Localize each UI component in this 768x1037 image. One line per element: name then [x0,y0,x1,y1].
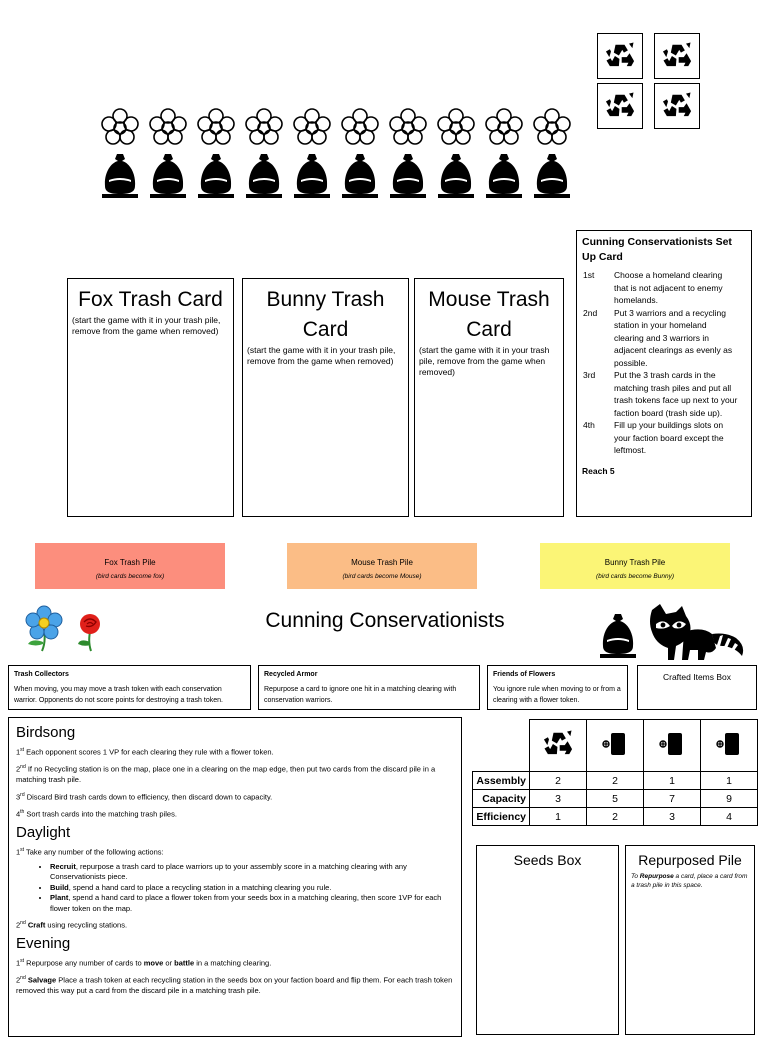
mouse-trash-card [414,278,564,517]
card-icon [701,720,758,772]
flower-outline-icon [530,104,574,150]
daylight-title: Daylight [16,823,71,841]
stat-value: 9 [701,790,758,808]
card-icon [644,720,701,772]
action-recruit: • Recruit, repurpose a trash card to place warriors up to your assembly score in a matching clearing with any Conservationists piece. [50,862,454,883]
faction-title: Cunning Conservationists [265,609,505,632]
trash-bag-icon [484,150,524,200]
action-plant: • Plant, spend a hand card to place a flower token from your seeds box in a matching clearing, then score 1VP for each flower token on the map. [50,893,454,914]
crafted-items-box: Crafted Items Box [637,665,757,710]
trash-bag-icon [100,150,140,200]
raccoon-icon [646,602,748,662]
setup-reach: Reach 5 [582,465,615,476]
stat-value: 2 [587,772,644,790]
card-note: (start the game with it in your trash pile, remove from the game when removed) [72,315,221,336]
pile-title: Mouse Trash Pile [351,558,413,567]
recycle-icon [597,33,643,79]
recycle-icon [654,83,700,129]
flower-outline-icon [98,104,142,150]
card-title: Bunny Trash Card [266,288,385,341]
setup-card [576,230,752,517]
ability-text: When moving, you may move a trash token with each conservation warrior. Opponents do not score points for destroying a trash token. [14,686,223,704]
fox-trash-pile [35,543,225,589]
recycled-armor-ability [258,665,480,710]
efficiency-row [473,808,758,826]
turn-structure [8,717,462,1037]
evening-step: 1st Repurpose any number of cards to move or battle in a matching clearing. [16,958,272,968]
red-rose-icon [72,612,108,652]
trash-bag-icon [196,150,236,200]
setup-title: Cunning Conservationists Set Up Card [582,236,732,263]
setup-step: 1st Choose a homeland clearing that is not adjacent to enemy homelands. [583,270,723,305]
trash-bag-icon [340,150,380,200]
flower-outline-icon [290,104,334,150]
flower-outline-icon [386,104,430,150]
ability-title: Recycled Armor [264,671,318,678]
evening-step: 2nd Salvage Place a trash token at each recycling station in the seeds box on your faction board and flip them. For each trash token removed this way put a card from the discard pile in a matching trash pile. [16,975,453,995]
flower-outline-icon [482,104,526,150]
birdsong-step: 2nd If no Recycling station is on the map, place one in a clearing on the map edge, then put two cards from the discard pile in a matching trash pile. [16,764,436,784]
stat-value: 2 [530,772,587,790]
bunny-trash-card [242,278,409,517]
card-title: Fox Trash Card [78,288,223,311]
stat-value: 3 [530,790,587,808]
mouse-trash-pile [287,543,477,589]
birdsong-step: 1st Each opponent scores 1 VP for each clearing they rule with a flower token. [16,747,274,757]
card-title: Mouse Trash Card [428,288,550,341]
row-label: Assembly [473,772,530,790]
recycle-icon [597,83,643,129]
flower-outline-icon [194,104,238,150]
card-note: (start the game with it in your trash pile, remove from the game when removed) [419,345,550,377]
stat-value: 1 [530,808,587,826]
setup-step: 3rd Put the 3 trash cards in the matching trash piles and put all trash tokens face up next to your faction board (trash side up). [583,370,738,418]
flower-outline-icon [146,104,190,150]
setup-step: 2nd Put 3 warriors and a recycling station in your homeland clearing and 3 warriors in adjacent clearings as evenly as possible. [583,307,733,368]
stat-value: 5 [587,790,644,808]
stat-value: 1 [644,772,701,790]
row-label: Capacity [473,790,530,808]
trash-bag-icon [388,150,428,200]
action-build: • Build, spend a hand card to place a recycling station in a matching clearing you rule. [50,883,454,894]
building-track-table [472,719,758,826]
setup-step: 4th Fill up your buildings slots on your faction board except the leftmost. [583,420,724,455]
trash-bag-icon [244,150,284,200]
pile-subtitle: (bird cards become Bunny) [595,573,675,580]
birdsong-step: 3rd Discard Bird trash cards down to efficiency, then discard down to capacity. [16,791,273,801]
repurposed-note: To Repurpose a card, place a card from a trash pile in this space. [631,873,748,889]
flower-outline-icon [434,104,478,150]
flower-outline-icon [338,104,382,150]
trash-bag-icon [597,610,639,660]
capacity-row [473,790,758,808]
trash-bag-icon [292,150,332,200]
daylight-actions [16,862,454,915]
assembly-row [473,772,758,790]
birdsong-step: 4th Sort trash cards into the matching trash piles. [16,808,177,818]
ability-title: Trash Collectors [14,671,69,678]
blue-flower-icon [20,604,70,652]
card-icon [587,720,644,772]
pile-subtitle: (bird cards become Mouse) [342,573,422,580]
stat-value: 7 [644,790,701,808]
daylight-step: 1st Take any number of the following actions: [16,846,164,856]
fox-trash-card [67,278,234,517]
recycle-icon [654,33,700,79]
pile-title: Fox Trash Pile [104,558,156,567]
stat-value: 1 [701,772,758,790]
flower-outline-icon [242,104,286,150]
ability-text: You ignore rule when moving to or from a clearing with a flower token. [493,686,621,704]
daylight-step: 2nd Craft using recycling stations. [16,920,128,930]
friends-of-flowers-ability [487,665,628,710]
bunny-trash-pile [540,543,730,589]
birdsong-title: Birdsong [16,724,76,741]
trash-bag-icon [148,150,188,200]
trash-collectors-ability [8,665,251,710]
trash-bag-icon [436,150,476,200]
trash-bag-icon [532,150,572,200]
seeds-box: Seeds Box [476,845,619,1035]
stat-value: 4 [701,808,758,826]
repurposed-title: Repurposed Pile [638,852,742,868]
stat-value: 2 [587,808,644,826]
ability-text: Repurpose a card to ignore one hit in a matching clearing with conservation warriors. [264,686,457,704]
ability-title: Friends of Flowers [493,671,556,678]
flower-track [96,104,576,200]
card-note: (start the game with it in your trash pile, remove from the game when removed) [247,345,396,366]
recycle-icon [530,720,587,772]
pile-title: Bunny Trash Pile [604,558,666,567]
row-label: Efficiency [473,808,530,826]
repurposed-pile [625,845,755,1035]
pile-subtitle: (bird cards become fox) [95,573,165,580]
evening-title: Evening [16,935,71,952]
stat-value: 3 [644,808,701,826]
